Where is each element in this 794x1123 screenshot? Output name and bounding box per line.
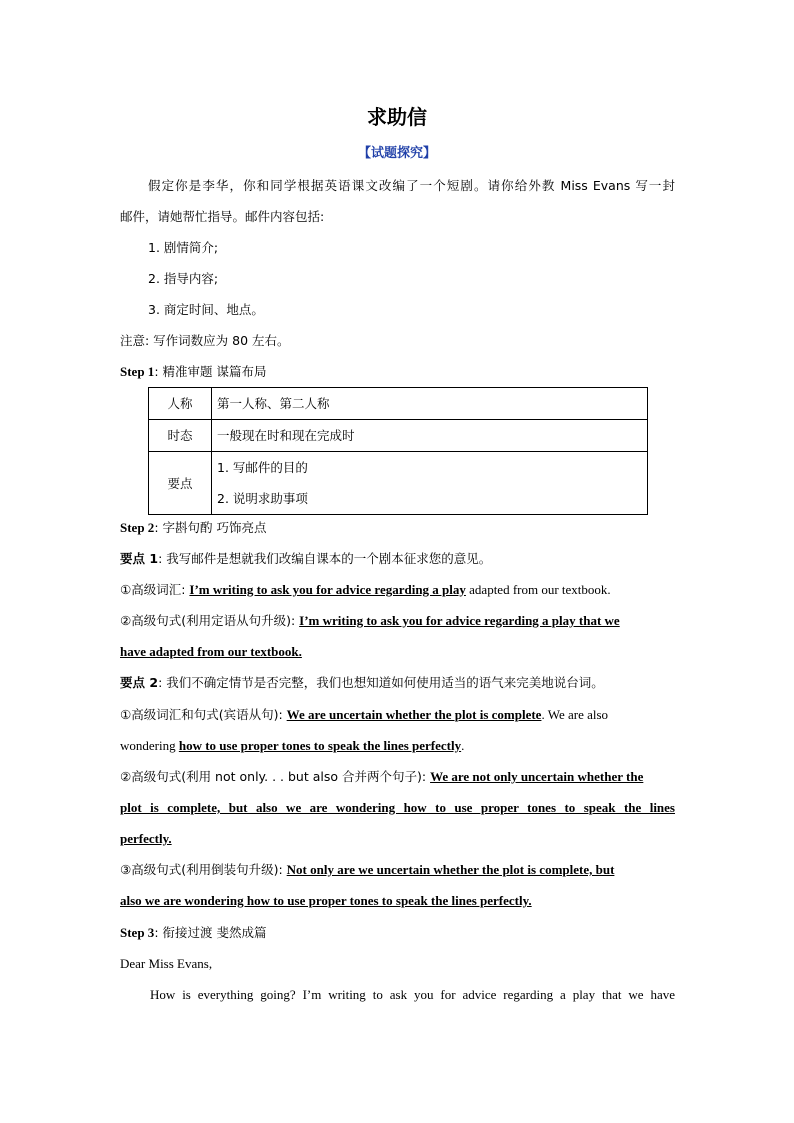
section-tag bbox=[0, 145, 794, 163]
prompt-item-2: 2. 指导内容; bbox=[148, 271, 219, 286]
point2-a2-answer: how to use proper tones to speak the lines perfectly bbox=[178, 738, 462, 753]
table-key: 时态 bbox=[149, 420, 212, 452]
analysis-table bbox=[148, 387, 648, 515]
point2-a-rest: . We are also bbox=[541, 707, 609, 722]
point1-label: 要点 1 bbox=[120, 551, 159, 566]
point1-a-rest: adapted from our textbook. bbox=[465, 582, 611, 597]
step1-heading bbox=[120, 363, 675, 381]
point2-b-prefix: ②高级句式(利用 not only. . . but also 合并两个句子): bbox=[120, 769, 431, 784]
point1-b-cont bbox=[120, 643, 675, 661]
step3-text: : 衔接过渡 斐然成篇 bbox=[154, 925, 267, 940]
point1-text: : 我写邮件是想就我们改编自课本的一个剧本征求您的意见。 bbox=[158, 551, 492, 566]
section-tag-label: 【试题探究】 bbox=[357, 146, 436, 161]
point2-a bbox=[120, 706, 675, 724]
prompt-line-2: 邮件，请她帮忙指导。邮件内容包括: bbox=[120, 209, 325, 224]
table-value: 一般现在时和现在完成时 bbox=[212, 420, 648, 452]
point2-c-answer-2: also we are wondering how to use proper tones to speak the lines perfectly. bbox=[120, 893, 532, 908]
point2-b-answer-2: plot is complete, but also we are wondering how to use proper tones to speak the lines bbox=[120, 800, 675, 815]
letter-body-line-1: How is everything going? I’m writing to ask you for advice regarding a play that we have bbox=[150, 987, 675, 1002]
prompt-item-3: 3. 商定时间、地点。 bbox=[148, 302, 264, 317]
point2-label: 要点 2 bbox=[120, 675, 159, 690]
point2-a-cont bbox=[120, 737, 675, 755]
point1-a bbox=[120, 581, 675, 599]
point2-b-answer-3: perfectly. bbox=[120, 831, 172, 846]
point2-b-answer-1: We are not only uncertain whether the bbox=[430, 769, 644, 784]
point2-a2-prefix: wondering bbox=[120, 738, 179, 753]
point2-b bbox=[120, 768, 675, 786]
prompt-note: 注意: 写作词数应为 80 左右。 bbox=[120, 333, 290, 348]
point1-a-prefix: ①高级词汇: bbox=[120, 582, 190, 597]
point1-a-answer: I’m writing to ask you for advice regarding a play bbox=[189, 582, 466, 597]
point2-heading bbox=[120, 674, 675, 692]
table-value: 2. 说明求助事项 bbox=[217, 491, 308, 506]
point2-c-answer-1: Not only are we uncertain whether the plot is complete, but bbox=[286, 862, 615, 877]
point2-a-answer: We are uncertain whether the plot is complete bbox=[286, 707, 542, 722]
point2-a-prefix: ①高级词汇和句式(宾语从句): bbox=[120, 707, 287, 722]
point2-c bbox=[120, 861, 675, 879]
point2-text: : 我们不确定情节是否完整，我们也想知道如何使用适当的语气来完美地说台词。 bbox=[158, 675, 604, 690]
point2-c-cont bbox=[120, 892, 675, 910]
table-value: 1. 写邮件的目的 bbox=[217, 460, 308, 475]
table-key: 要点 bbox=[149, 452, 212, 515]
step2-text: : 字斟句酌 巧饰亮点 bbox=[154, 520, 267, 535]
step1-text: : 精准审题 谋篇布局 bbox=[154, 364, 267, 379]
point1-b-prefix: ②高级句式(利用定语从句升级): bbox=[120, 613, 300, 628]
table-value-cell bbox=[212, 452, 648, 515]
step2-heading bbox=[120, 519, 675, 537]
point2-c-prefix: ③高级句式(利用倒装句升级): bbox=[120, 862, 287, 877]
letter-salutation: Dear Miss Evans, bbox=[120, 956, 213, 971]
point2-b-cont-2 bbox=[120, 830, 675, 848]
point1-b-answer-2: have adapted from our textbook. bbox=[120, 644, 302, 659]
table-row bbox=[149, 388, 648, 420]
step3-label: Step 3 bbox=[120, 925, 155, 940]
table-row bbox=[149, 420, 648, 452]
point2-b-cont bbox=[120, 799, 675, 817]
prompt-line-1: 假定你是李华，你和同学根据英语课文改编了一个短剧。请你给外教 Miss Evans 写一封 bbox=[148, 178, 675, 193]
prompt-item-1: 1. 剧情简介; bbox=[148, 240, 219, 255]
table-row bbox=[149, 452, 648, 515]
step3-heading bbox=[120, 924, 675, 942]
step1-label: Step 1 bbox=[120, 364, 155, 379]
table-value: 第一人称、第二人称 bbox=[212, 388, 648, 420]
step2-label: Step 2 bbox=[120, 520, 155, 535]
point2-a2-rest: . bbox=[461, 738, 465, 753]
point1-b bbox=[120, 612, 675, 630]
table-key: 人称 bbox=[149, 388, 212, 420]
point1-b-answer-1: I’m writing to ask you for advice regarding a play that we bbox=[299, 613, 620, 628]
page-title: 求助信 bbox=[367, 105, 427, 129]
point1-heading bbox=[120, 550, 675, 568]
